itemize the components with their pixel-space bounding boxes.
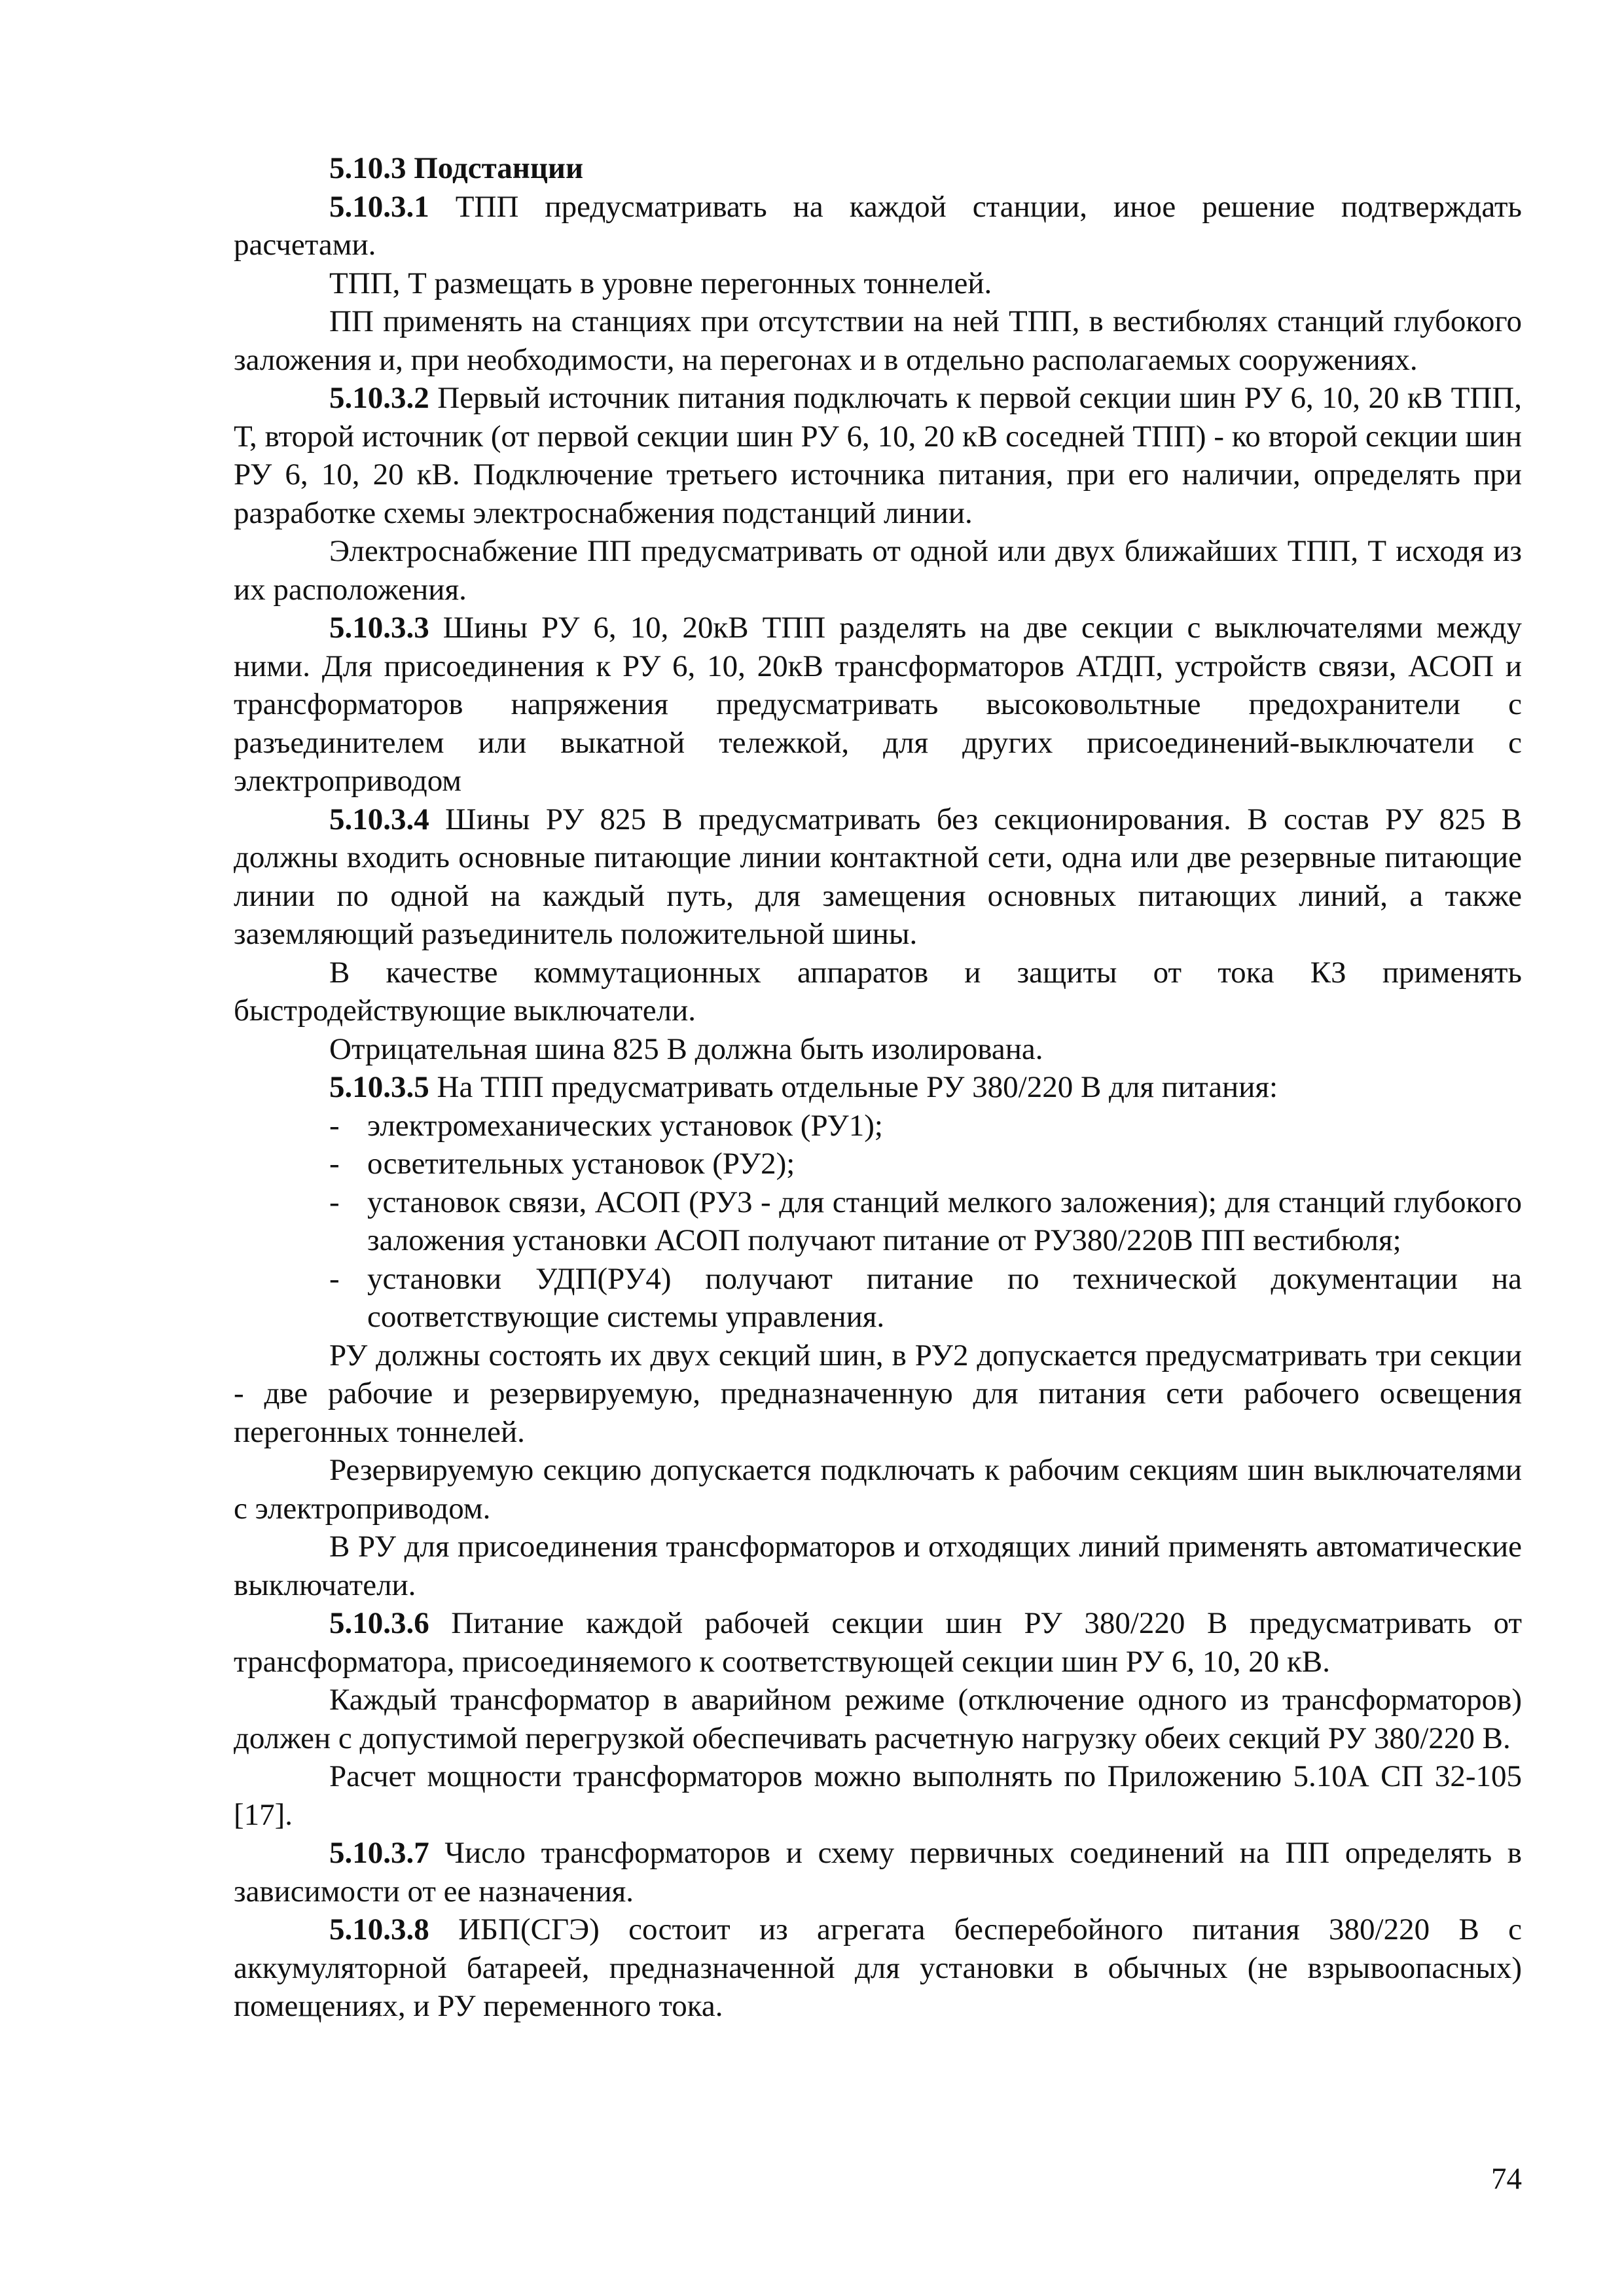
clause-5-10-3-2: [234, 379, 1522, 532]
list-marker: -: [329, 1147, 340, 1181]
paragraph: Расчет мощности трансформаторов можно выполнять по Приложению 5.10А СП 32-105 [17].: [234, 1759, 1522, 1832]
paragraph: ТПП, Т размещать в уровне перегонных тоннелей.: [329, 266, 992, 300]
page-body: [234, 149, 1522, 2026]
clause-text: ТПП предусматривать на каждой станции, иное решение подтверждать расчетами.: [234, 189, 1522, 262]
clause-5-10-3-5: [234, 1068, 1522, 1107]
clause-number: 5.10.3.2: [329, 381, 429, 415]
clause-number: 5.10.3.1: [329, 189, 429, 224]
section-heading: [234, 149, 1522, 188]
list-marker: -: [329, 1108, 340, 1143]
list-item-text: установки УДП(РУ4) получают питание по технической документации на соответствующие системы управления.: [367, 1261, 1522, 1334]
clause-number: 5.10.3.5: [329, 1070, 429, 1104]
paragraph: Резервируемую секцию допускается подключать к рабочим секциям шин выключателями с электроприводом.: [234, 1453, 1522, 1526]
page-number: 74: [1491, 2162, 1522, 2196]
clause-number: 5.10.3.4: [329, 802, 429, 836]
clause-text: Число трансформаторов и схему первичных соединений на ПП определять в зависимости от ее назначения.: [234, 1836, 1522, 1909]
list-marker: -: [329, 1261, 340, 1296]
paragraph: Отрицательная шина 825 В должна быть изолирована.: [329, 1031, 1043, 1066]
clause-text: Питание каждой рабочей секции шин РУ 380/220 В предусматривать от трансформатора, присоединяемого к соответствующей секции шин РУ 6, 10, 20 кВ.: [234, 1606, 1522, 1679]
paragraph: В РУ для присоединения трансформаторов и отходящих линий применять автоматические выключатели.: [234, 1530, 1522, 1602]
clause-5-10-3-3: [234, 609, 1522, 800]
section-title: Подстанции: [414, 151, 584, 185]
list-item-text: осветительных установок (РУ2);: [367, 1147, 795, 1181]
list-item: [234, 1183, 1522, 1260]
clause-number: 5.10.3.3: [329, 611, 429, 645]
list-item: [234, 1145, 1522, 1183]
section-number: 5.10.3: [329, 151, 406, 185]
ru-list: [234, 1107, 1522, 1336]
clause-text: ИБП(СГЭ) состоит из агрегата бесперебойного питания 380/220 В с аккумуляторной батареей, предназначенной для установки в обычных (не взрывоопасных) помещениях, и РУ переменного тока.: [234, 1912, 1522, 2023]
paragraph: РУ должны состоять их двух секций шин, в РУ2 допускается предусматривать три секции - две рабочие и резервируемую, предназначенную для питания сети рабочего освещения перегонных тоннелей.: [234, 1338, 1522, 1449]
clause-number: 5.10.3.7: [329, 1836, 429, 1870]
paragraph: В качестве коммутационных аппаратов и защиты от тока КЗ применять быстродействующие выключатели.: [234, 955, 1522, 1028]
clause-5-10-3-6: [234, 1604, 1522, 1681]
list-item-text: электромеханических установок (РУ1);: [367, 1108, 883, 1143]
clause-5-10-3-1: [234, 188, 1522, 264]
paragraph: Каждый трансформатор в аварийном режиме (отключение одного из трансформаторов) должен с допустимой перегрузкой обеспечивать расчетную нагрузку обеих секций РУ 380/220 В.: [234, 1683, 1522, 1755]
list-item: [234, 1107, 1522, 1145]
list-item-text: установок связи, АСОП (РУ3 - для станций мелкого заложения); для станций глубокого заложения установки АСОП получают питание от РУ380/220В ПП вестибюля;: [367, 1185, 1522, 1257]
clause-text: Первый источник питания подключать к первой секции шин РУ 6, 10, 20 кВ ТПП, Т, второй источник (от первой секции шин РУ 6, 10, 20 кВ соседней ТПП) - ко второй секции шин РУ 6, 10, 20 кВ. Подключение третьего источника питания, при его наличии, определять при разработке схемы электроснабжения подстанций линии.: [234, 381, 1522, 530]
clause-text: Шины РУ 825 В предусматривать без секционирования. В состав РУ 825 В должны входить основные питающие линии контактной сети, одна или две резервные питающие линии по одной на каждый путь, для замещения основных питающих линий, а также заземляющий разъединитель положительной шины.: [234, 802, 1522, 951]
clause-number: 5.10.3.8: [329, 1912, 429, 1946]
paragraph: ПП применять на станциях при отсутствии на ней ТПП, в вестибюлях станций глубокого заложения и, при необходимости, на перегонах и в отдельно располагаемых сооружениях.: [234, 304, 1522, 377]
list-marker: -: [329, 1185, 340, 1219]
clause-5-10-3-7: [234, 1834, 1522, 1910]
clause-text: Шины РУ 6, 10, 20кВ ТПП разделять на две секции с выключателями между ними. Для присоединения к РУ 6, 10, 20кВ трансформаторов АТДП, устройств связи, АСОП и трансформаторов напряжения предусматривать высоковольтные предохранители с разъединителем или выкатной тележкой, для других присоединений-выключатели с электроприводом: [234, 611, 1522, 798]
clause-5-10-3-8: [234, 1910, 1522, 2026]
clause-number: 5.10.3.6: [329, 1606, 429, 1640]
list-item: [234, 1260, 1522, 1336]
clause-5-10-3-4: [234, 800, 1522, 954]
clause-text: На ТПП предусматривать отдельные РУ 380/220 В для питания:: [429, 1070, 1278, 1104]
paragraph: Электроснабжение ПП предусматривать от одной или двух ближайших ТПП, Т исходя из их расположения.: [234, 534, 1522, 607]
